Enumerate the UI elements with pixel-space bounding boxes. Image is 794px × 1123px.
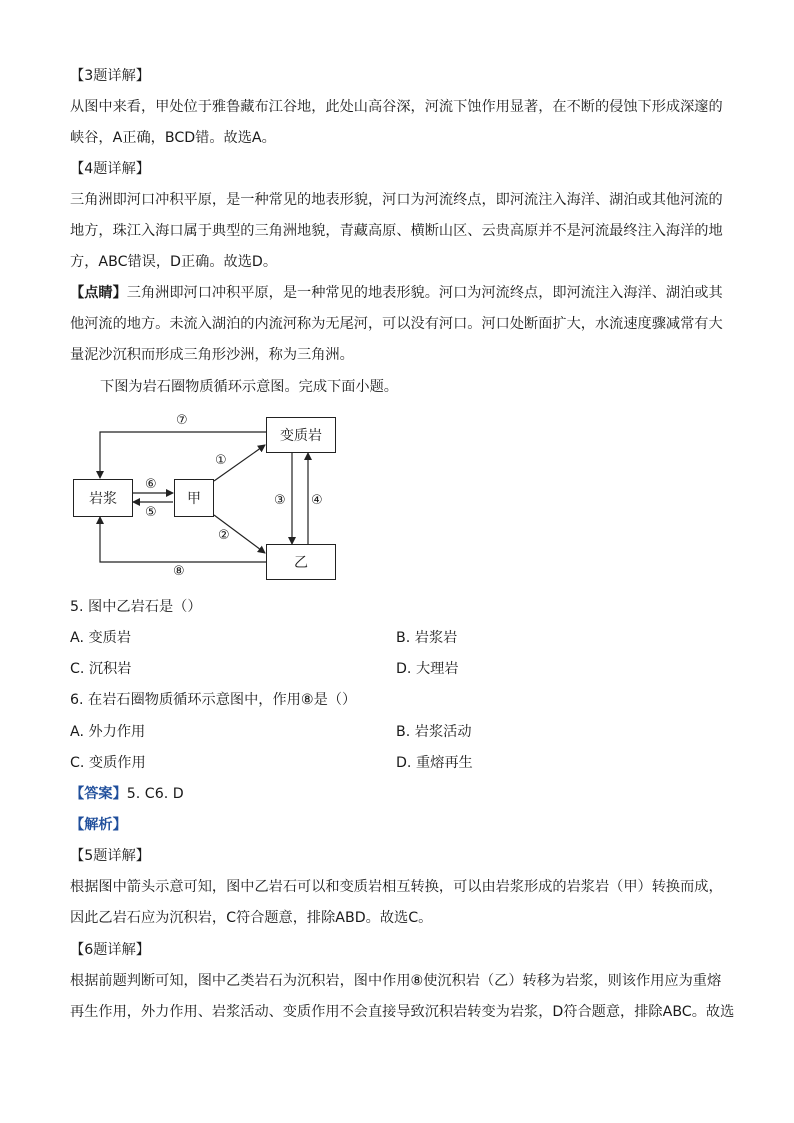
label-3: ③: [274, 493, 286, 508]
answer-label: 【答案】: [70, 786, 127, 802]
q6-option-d: D. 重熔再生: [396, 755, 473, 771]
q4-text-line-2: 地方，珠江入海口属于典型的三角洲地貌，青藏高原、横断山区、云贵高原并不是河流最终注入海洋的地: [70, 223, 723, 239]
label-7: ⑦: [176, 413, 188, 428]
q5-detail-line-2: 因此乙岩石应为沉积岩，C符合题意，排除ABD。故选C。: [70, 910, 433, 926]
tips-line-1: [70, 283, 723, 303]
q6-stem: 6. 在岩石圈物质循环示意图中，作用⑧是（）: [70, 692, 357, 708]
box-jia: 甲: [174, 479, 214, 517]
q3-text-line-2: 峡谷，A正确，BCD错。故选A。: [70, 130, 276, 146]
q6-detail-heading: 【6题详解】: [70, 942, 150, 958]
box-magma: 岩浆: [73, 479, 133, 517]
q5-option-a: A. 变质岩: [70, 630, 132, 646]
answer-text: 5. C6. D: [126, 786, 184, 802]
tips-label: 【点睛】: [70, 285, 127, 301]
q6-option-b: B. 岩浆活动: [396, 724, 472, 740]
label-1: ①: [215, 453, 227, 468]
q5-option-d: D. 大理岩: [396, 661, 459, 677]
q6-detail-line-1: 根据前题判断可知，图中乙类岩石为沉积岩，图中作用⑧使沉积岩（乙）转移为岩浆，则该作用应为重熔: [70, 973, 722, 989]
q3-heading: 【3题详解】: [70, 68, 150, 84]
rock-cycle-diagram: [60, 405, 350, 590]
label-8: ⑧: [173, 564, 185, 579]
label-5: ⑤: [145, 505, 157, 520]
q5-detail-line-1: 根据图中箭头示意可知，图中乙岩石可以和变质岩相互转换，可以由岩浆形成的岩浆岩（甲）转换而成，: [70, 879, 723, 895]
q5-stem: 5. 图中乙岩石是（）: [70, 599, 202, 615]
q5-option-b: B. 岩浆岩: [396, 630, 458, 646]
label-6: ⑥: [145, 477, 157, 492]
label-4: ④: [311, 493, 323, 508]
answer-line: [70, 784, 184, 804]
q5-detail-heading: 【5题详解】: [70, 848, 150, 864]
tips-line-3: 量泥沙沉积而形成三角形沙洲，称为三角洲。: [70, 347, 354, 363]
q4-heading: 【4题详解】: [70, 161, 150, 177]
q6-option-c: C. 变质作用: [70, 755, 146, 771]
tips-line-2: 他河流的地方。未流入湖泊的内流河称为无尾河，可以没有河口。河口处断面扩大，水流速度骤减常有大: [70, 316, 723, 332]
box-yi: 乙: [266, 544, 336, 580]
q6-detail-line-2: 再生作用，外力作用、岩浆活动、变质作用不会直接导致沉积岩转变为岩浆，D符合题意，排除ABC。故选: [70, 1004, 735, 1020]
arrow-8: [100, 517, 266, 562]
arrow-7: [100, 432, 266, 478]
intro-text: 下图为岩石圈物质循环示意图。完成下面小题。: [100, 379, 398, 395]
box-metamorphic-rock: 变质岩: [266, 417, 336, 453]
analysis-label: 【解析】: [70, 817, 127, 833]
q5-option-c: C. 沉积岩: [70, 661, 132, 677]
q4-text-line-1: 三角洲即河口冲积平原，是一种常见的地表形貌，河口为河流终点，即河流注入海洋、湖泊或其他河流的: [70, 192, 723, 208]
tips-text: 三角洲即河口冲积平原，是一种常见的地表形貌。河口为河流终点，即河流注入海洋、湖泊或其: [126, 285, 723, 301]
q3-text-line-1: 从图中来看，甲处位于雅鲁藏布江谷地，此处山高谷深，河流下蚀作用显著，在不断的侵蚀下形成深邃的: [70, 99, 723, 115]
q4-text-line-3: 方，ABC错误，D正确。故选D。: [70, 254, 278, 270]
q6-option-a: A. 外力作用: [70, 724, 146, 740]
label-2: ②: [218, 528, 230, 543]
